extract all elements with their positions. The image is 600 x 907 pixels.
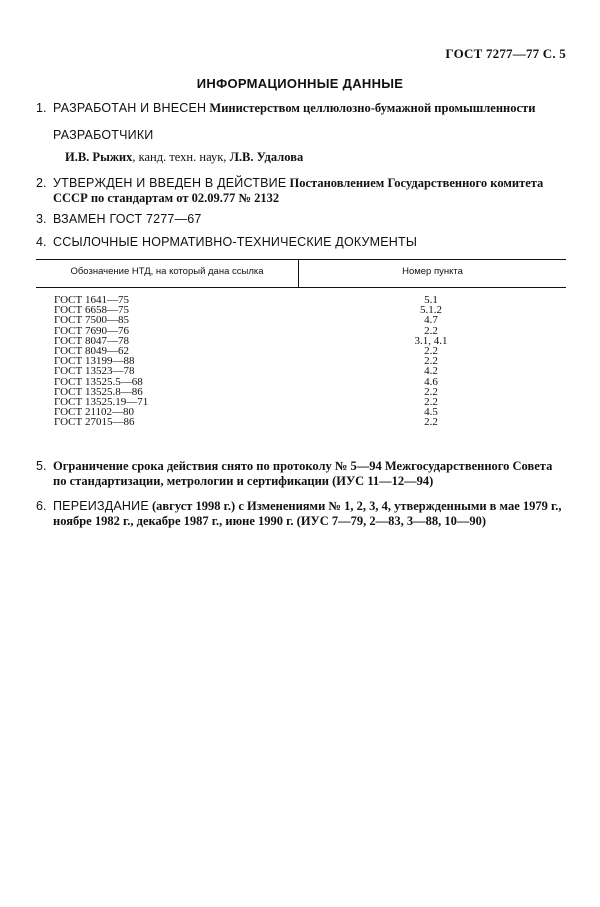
table-cell-clause: 2.2 (424, 344, 438, 357)
developers-list (65, 150, 303, 165)
item-caps: ВЗАМЕН ГОСТ 7277—67 (53, 212, 202, 226)
table-cell-clause: 2.2 (424, 395, 438, 408)
table-top-rule (36, 259, 566, 260)
table-cell-document: ГОСТ 13199—88 (54, 355, 135, 368)
table-cell-document: ГОСТ 13525.19—71 (54, 395, 149, 408)
info-item-2 (36, 176, 566, 206)
table-cell-document: ГОСТ 13525.8—86 (54, 385, 143, 398)
table-header-clause: Номер пункта (402, 266, 463, 277)
item-number: 1. (36, 101, 47, 115)
info-item-6 (36, 499, 566, 529)
item-number: 2. (36, 176, 47, 190)
item-caps: ССЫЛОЧНЫЕ НОРМАТИВНО-ТЕХНИЧЕСКИЕ ДОКУМЕНТЫ (53, 235, 418, 249)
table-header-document: Обозначение НТД, на который дана ссылка (70, 266, 264, 277)
table-cell-clause: 4.5 (424, 406, 438, 419)
item-caps: ПЕРЕИЗДАНИЕ (53, 499, 149, 513)
table-cell-document: ГОСТ 13525.5—68 (54, 375, 143, 388)
table-body (36, 295, 566, 427)
table-row (36, 366, 566, 376)
item-number: 3. (36, 212, 47, 226)
table-cell-clause: 2.2 (424, 416, 438, 429)
table-cell-clause: 4.2 (424, 365, 438, 378)
table-cell-clause: 5.1.2 (420, 304, 442, 317)
info-item-5 (36, 459, 566, 489)
table-cell-clause: 5.1 (424, 294, 438, 306)
item-number: 6. (36, 499, 47, 513)
item-number: 4. (36, 235, 47, 249)
item-caps: РАЗРАБОТАН И ВНЕСЕН (53, 101, 207, 115)
developer-name: И.В. Рыжих (65, 150, 133, 164)
item-text: Министерством целлюлозно-бумажной промышленности (209, 101, 536, 115)
table-cell-clause: 2.2 (424, 385, 438, 398)
info-item-1 (36, 101, 566, 116)
item-caps: УТВЕРЖДЕН И ВВЕДЕН В ДЕЙСТВИЕ (53, 176, 287, 190)
page-title: ИНФОРМАЦИОННЫЕ ДАННЫЕ (196, 76, 404, 91)
page-header-code: ГОСТ 7277—77 С. 5 (445, 46, 566, 61)
table-row (36, 417, 566, 427)
table-cell-document: ГОСТ 7500—85 (54, 314, 129, 327)
table-cell-document: ГОСТ 6658—75 (54, 304, 129, 317)
item-text: Ограничение срока действия снято по протоколу № 5—94 Межгосударственного Совета по стандартизации, метрологии и сертификации (ИУС 11—12—94) (53, 459, 553, 488)
table-cell-document: ГОСТ 8047—78 (54, 334, 129, 347)
table-cell-document: ГОСТ 21102—80 (54, 406, 135, 419)
developers-heading: РАЗРАБОТЧИКИ (53, 128, 154, 142)
developer-title: , канд. техн. наук, (132, 150, 230, 164)
item-number: 5. (36, 459, 47, 473)
table-cell-document: ГОСТ 7690—76 (54, 324, 129, 337)
table-cell-document: ГОСТ 27015—86 (54, 416, 135, 429)
info-item-3 (36, 212, 566, 227)
table-cell-document: ГОСТ 13523—78 (54, 365, 135, 378)
table-cell-clause: 4.7 (424, 314, 438, 327)
table-cell-clause: 2.2 (424, 355, 438, 368)
table-cell-clause: 3.1, 4.1 (414, 334, 448, 347)
item-text: (август 1998 г.) с Изменениями № 1, 2, 3, 4, утвержденными в мае 1979 г., ноябре 1982 г., декабре 1987 г., июне 1990 г. (ИУС 7—79, 2—83, 3—88, 10—90) (53, 499, 562, 528)
item-text: Постановлением Государственного комитета СССР по стандартам от 02.09.77 № 2132 (53, 176, 544, 205)
table-cell-clause: 4.6 (424, 375, 438, 388)
info-item-4 (36, 235, 566, 250)
developer-name: Л.В. Удалова (229, 150, 304, 164)
table-cell-document: ГОСТ 1641—75 (54, 294, 129, 306)
table-cell-document: ГОСТ 8049—62 (54, 344, 129, 357)
table-header-rule (36, 287, 566, 288)
table-cell-clause: 2.2 (424, 324, 438, 337)
